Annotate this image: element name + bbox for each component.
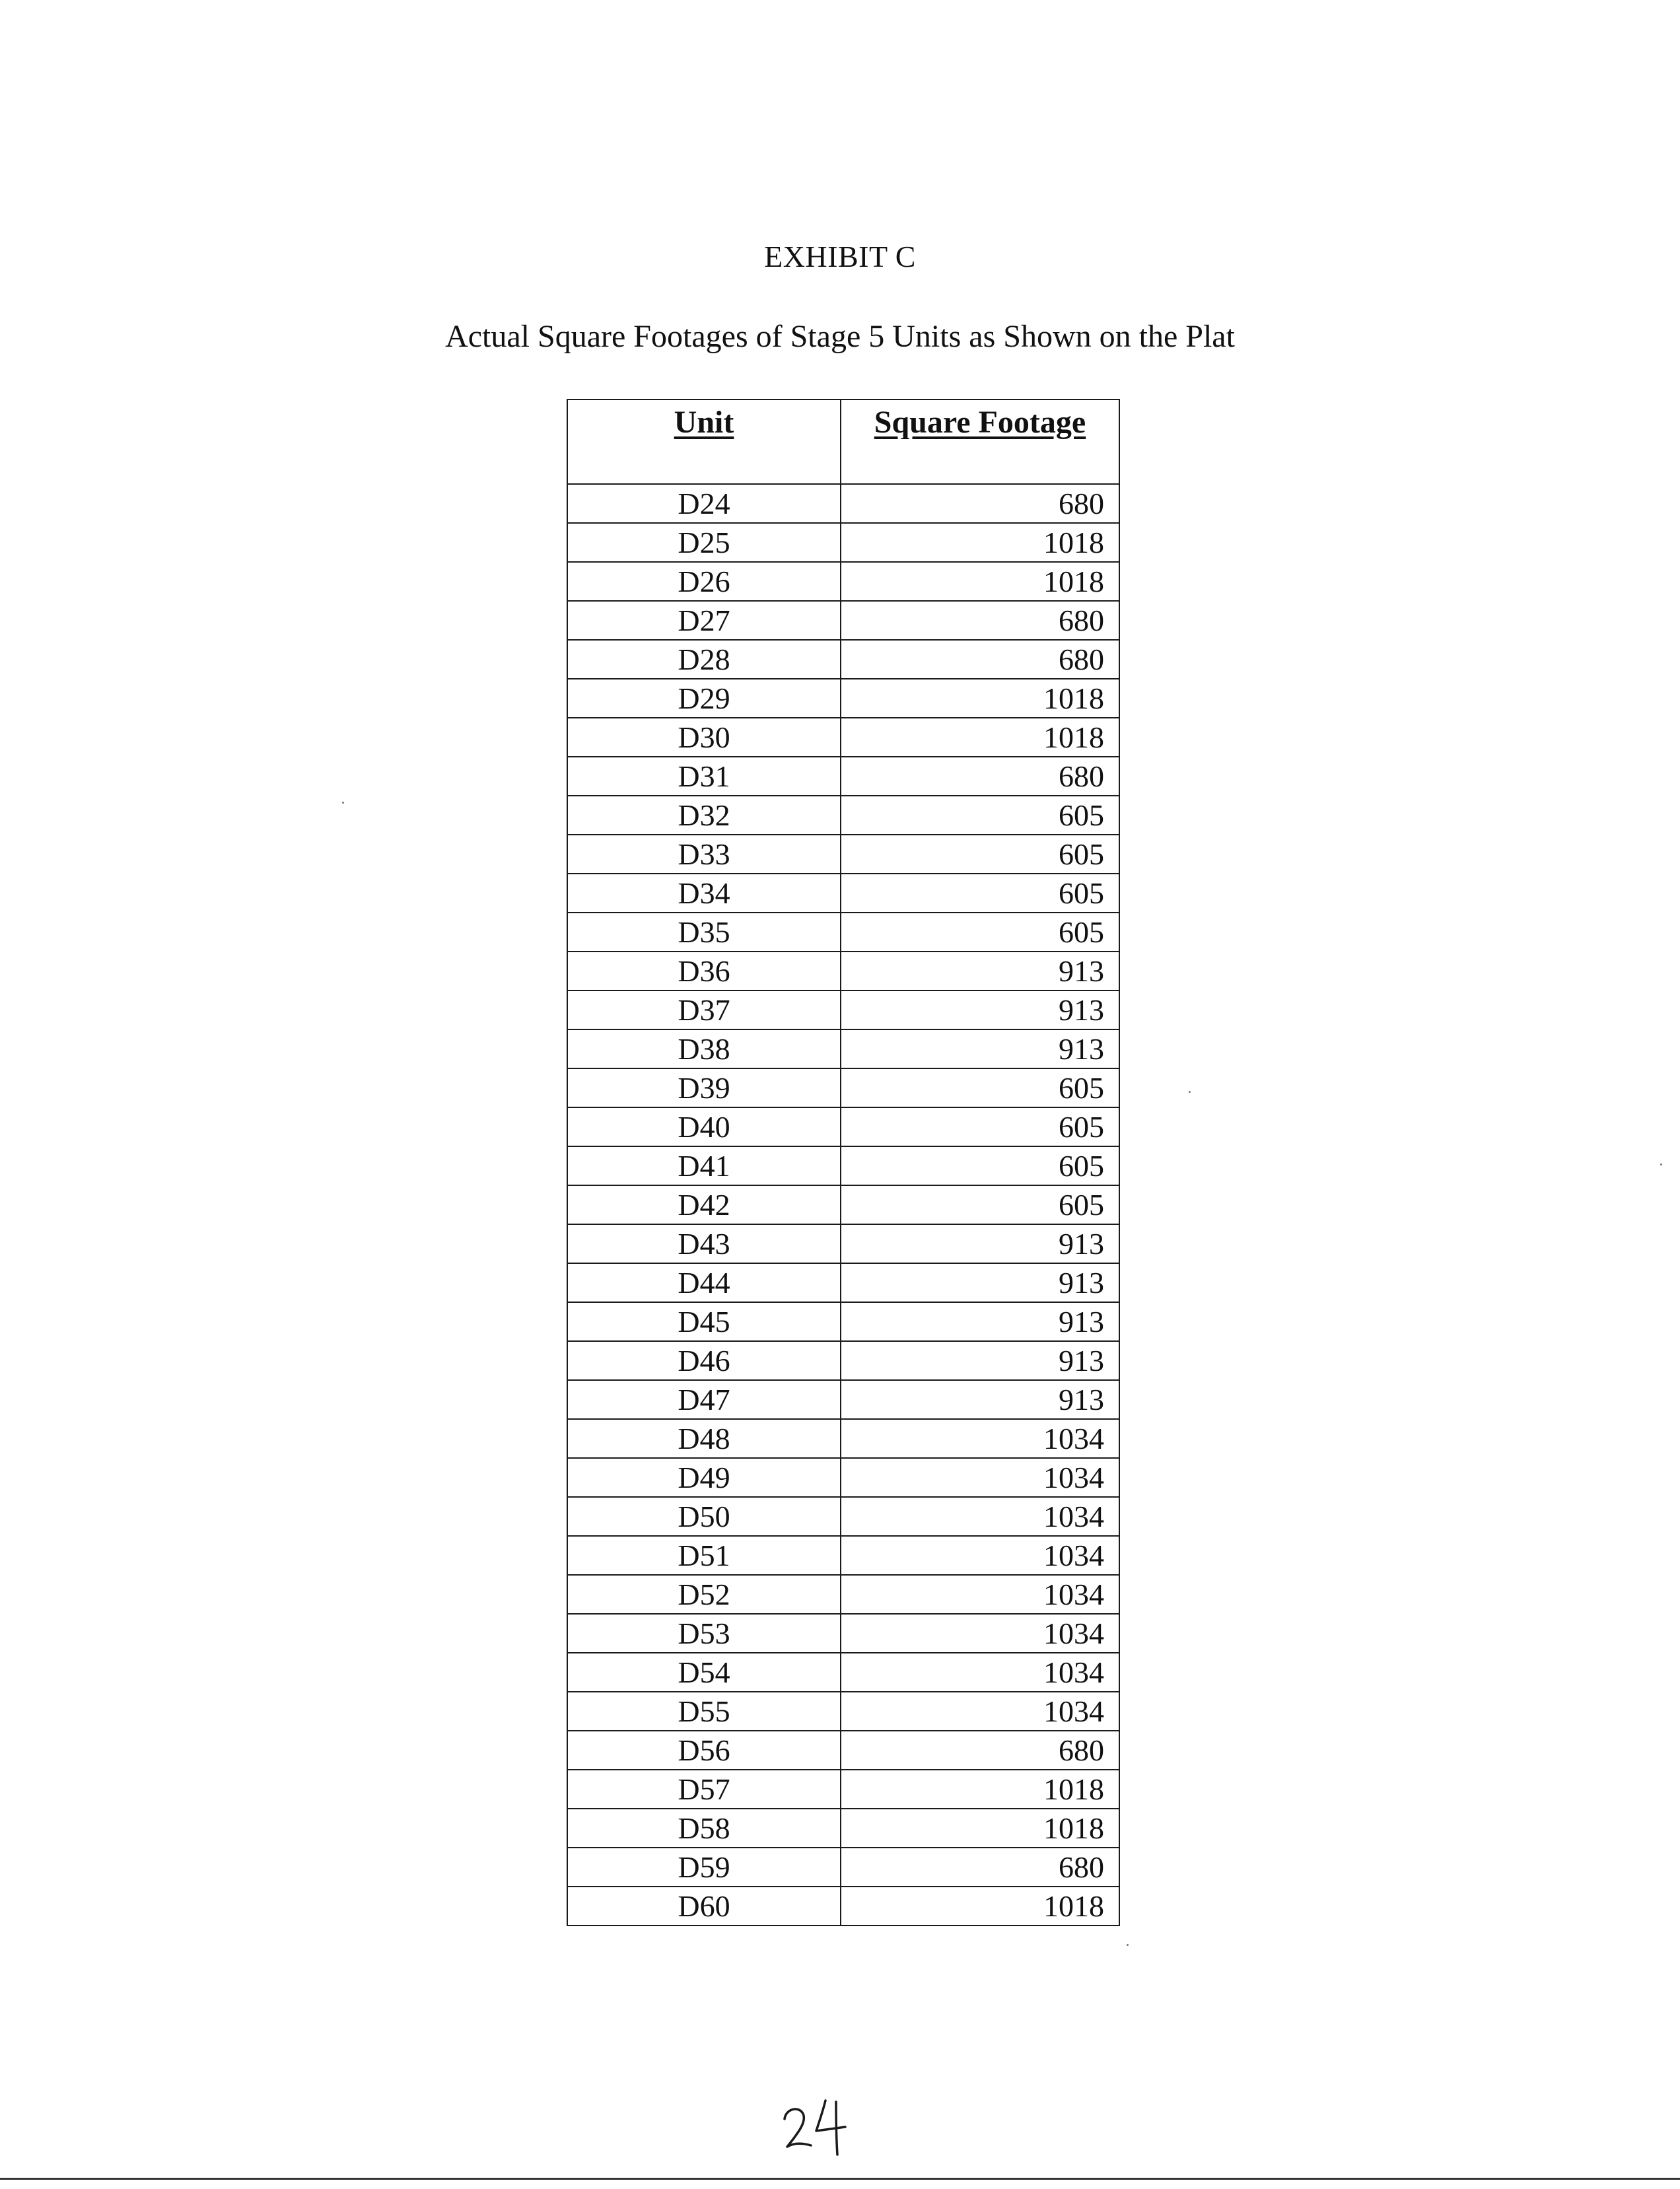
- square-footage-cell: 680: [841, 1848, 1119, 1887]
- square-footage-cell: 1034: [841, 1458, 1119, 1497]
- unit-cell: D45: [567, 1302, 841, 1341]
- unit-cell: D36: [567, 952, 841, 990]
- unit-cell: D46: [567, 1341, 841, 1380]
- table-row: [567, 562, 1119, 601]
- square-footage-cell: 605: [841, 796, 1119, 835]
- table-row: [567, 1731, 1119, 1770]
- unit-cell: D26: [567, 562, 841, 601]
- unit-cell: D53: [567, 1614, 841, 1653]
- square-footage-header-label: Square Footage: [874, 405, 1086, 440]
- square-footage-cell: 680: [841, 484, 1119, 523]
- unit-cell: D54: [567, 1653, 841, 1692]
- square-footage-cell: 680: [841, 601, 1119, 640]
- unit-header-label: Unit: [674, 405, 734, 440]
- table-row: [567, 1419, 1119, 1458]
- unit-cell: D33: [567, 835, 841, 874]
- unit-cell: D56: [567, 1731, 841, 1770]
- square-footage-cell: 1018: [841, 523, 1119, 562]
- unit-cell: D41: [567, 1146, 841, 1185]
- unit-cell: D27: [567, 601, 841, 640]
- table-row: [567, 484, 1119, 523]
- unit-cell: D29: [567, 679, 841, 718]
- table-row: [567, 523, 1119, 562]
- square-footage-cell: 1018: [841, 1770, 1119, 1809]
- unit-cell: D40: [567, 1107, 841, 1146]
- square-footage-cell: 680: [841, 757, 1119, 796]
- document-subtitle: Actual Square Footages of Stage 5 Units as Shown on the Plat: [445, 319, 1235, 354]
- table-row: [567, 990, 1119, 1029]
- table-row: [567, 1068, 1119, 1107]
- unit-cell: D34: [567, 874, 841, 913]
- square-footage-cell: 1034: [841, 1692, 1119, 1731]
- exhibit-title: EXHIBIT C: [764, 240, 916, 273]
- table-row: [567, 796, 1119, 835]
- bottom-rule: [0, 2178, 1680, 2180]
- table-row: [567, 1575, 1119, 1614]
- unit-cell: D35: [567, 913, 841, 952]
- unit-cell: D51: [567, 1536, 841, 1575]
- unit-cell: D47: [567, 1380, 841, 1419]
- unit-cell: D52: [567, 1575, 841, 1614]
- unit-cell: D49: [567, 1458, 841, 1497]
- square-footage-table: [567, 399, 1120, 1926]
- square-footage-cell: 913: [841, 1302, 1119, 1341]
- square-footage-cell: 913: [841, 952, 1119, 990]
- table-row: [567, 718, 1119, 757]
- table-row: [567, 913, 1119, 952]
- square-footage-column-header: [841, 400, 1119, 484]
- scan-speck: [1189, 1091, 1191, 1093]
- unit-cell: D43: [567, 1224, 841, 1263]
- unit-cell: D24: [567, 484, 841, 523]
- square-footage-table-container: [567, 399, 1119, 1926]
- square-footage-cell: 605: [841, 1146, 1119, 1185]
- square-footage-cell: 913: [841, 1380, 1119, 1419]
- square-footage-cell: 605: [841, 874, 1119, 913]
- table-row: [567, 1692, 1119, 1731]
- unit-cell: D50: [567, 1497, 841, 1536]
- table-row: [567, 1497, 1119, 1536]
- unit-cell: D44: [567, 1263, 841, 1302]
- table-row: [567, 1809, 1119, 1848]
- unit-cell: D59: [567, 1848, 841, 1887]
- table-header-row: [567, 400, 1119, 484]
- table-row: [567, 1029, 1119, 1068]
- unit-cell: D37: [567, 990, 841, 1029]
- square-footage-cell: 680: [841, 1731, 1119, 1770]
- handwritten-page-number-glyphs: [779, 2097, 858, 2156]
- table-row: [567, 640, 1119, 679]
- table-row: [567, 1224, 1119, 1263]
- table-row: [567, 874, 1119, 913]
- square-footage-cell: 1018: [841, 1809, 1119, 1848]
- square-footage-cell: 1018: [841, 562, 1119, 601]
- square-footage-cell: 1018: [841, 718, 1119, 757]
- table-body: [567, 484, 1119, 1926]
- square-footage-cell: 1034: [841, 1614, 1119, 1653]
- table-row: [567, 1263, 1119, 1302]
- unit-cell: D30: [567, 718, 841, 757]
- unit-cell: D42: [567, 1185, 841, 1224]
- unit-cell: D28: [567, 640, 841, 679]
- scan-speck: [1660, 1164, 1662, 1165]
- unit-cell: D31: [567, 757, 841, 796]
- unit-cell: D39: [567, 1068, 841, 1107]
- handwritten-page-number: [779, 2097, 858, 2159]
- square-footage-cell: 1034: [841, 1575, 1119, 1614]
- square-footage-cell: 913: [841, 1341, 1119, 1380]
- table-row: [567, 679, 1119, 718]
- square-footage-cell: 913: [841, 1263, 1119, 1302]
- table-row: [567, 1146, 1119, 1185]
- unit-cell: D55: [567, 1692, 841, 1731]
- unit-cell: D48: [567, 1419, 841, 1458]
- unit-column-header: [567, 400, 841, 484]
- square-footage-cell: 913: [841, 1224, 1119, 1263]
- square-footage-cell: 605: [841, 1107, 1119, 1146]
- square-footage-cell: 913: [841, 1029, 1119, 1068]
- square-footage-cell: 1034: [841, 1536, 1119, 1575]
- square-footage-cell: 680: [841, 640, 1119, 679]
- unit-cell: D58: [567, 1809, 841, 1848]
- table-row: [567, 1185, 1119, 1224]
- square-footage-cell: 605: [841, 1185, 1119, 1224]
- table-row: [567, 757, 1119, 796]
- table-row: [567, 1536, 1119, 1575]
- square-footage-cell: 1034: [841, 1653, 1119, 1692]
- scan-speck: [342, 802, 344, 804]
- table-row: [567, 1770, 1119, 1809]
- unit-cell: D32: [567, 796, 841, 835]
- square-footage-cell: 1018: [841, 679, 1119, 718]
- table-row: [567, 1341, 1119, 1380]
- unit-cell: D25: [567, 523, 841, 562]
- table-row: [567, 1107, 1119, 1146]
- table-row: [567, 1458, 1119, 1497]
- square-footage-cell: 1018: [841, 1887, 1119, 1926]
- unit-cell: D60: [567, 1887, 841, 1926]
- table-row: [567, 1848, 1119, 1887]
- square-footage-cell: 913: [841, 990, 1119, 1029]
- table-row: [567, 835, 1119, 874]
- scan-speck: [1127, 1944, 1129, 1946]
- unit-cell: D38: [567, 1029, 841, 1068]
- table-row: [567, 1653, 1119, 1692]
- square-footage-cell: 605: [841, 1068, 1119, 1107]
- unit-cell: D57: [567, 1770, 841, 1809]
- table-row: [567, 1380, 1119, 1419]
- square-footage-cell: 1034: [841, 1419, 1119, 1458]
- table-row: [567, 1302, 1119, 1341]
- square-footage-cell: 605: [841, 835, 1119, 874]
- square-footage-cell: 1034: [841, 1497, 1119, 1536]
- table-row: [567, 952, 1119, 990]
- table-row: [567, 1887, 1119, 1926]
- table-row: [567, 601, 1119, 640]
- table-row: [567, 1614, 1119, 1653]
- square-footage-cell: 605: [841, 913, 1119, 952]
